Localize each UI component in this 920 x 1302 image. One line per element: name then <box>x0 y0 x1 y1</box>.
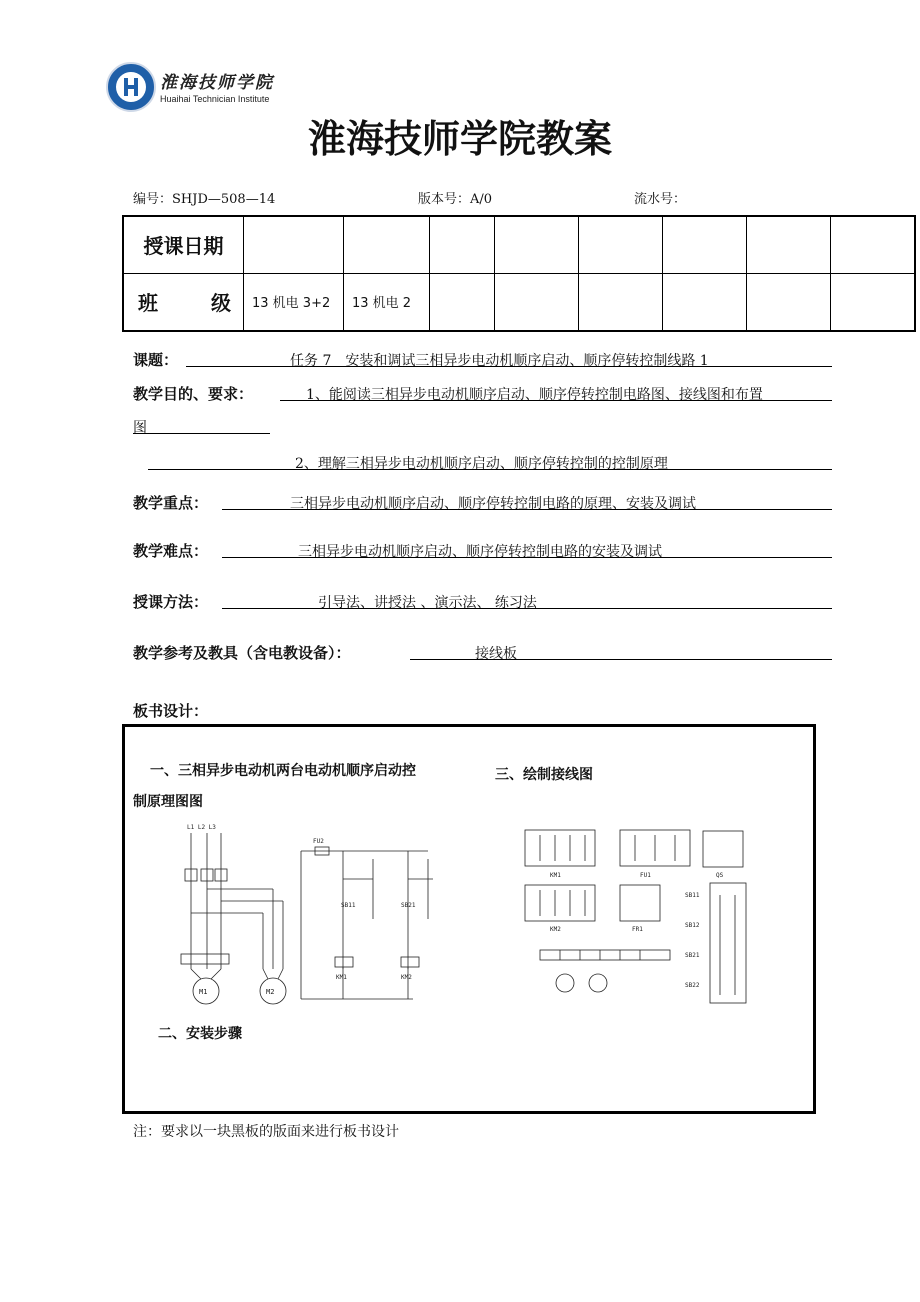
board-sec1-line1: 一、三相异步电动机两台电动机顺序启动控 <box>150 763 416 779</box>
svg-text:L1 L2 L3: L1 L2 L3 <box>187 824 216 831</box>
goal-2: 2、理解三相异步电动机顺序启动、顺序停转控制的控制原理 <box>295 456 668 472</box>
svg-text:SB11: SB11 <box>341 902 356 909</box>
svg-text:SB21: SB21 <box>401 902 416 909</box>
topic-label: 课题： <box>133 351 179 369</box>
svg-text:SB11: SB11 <box>685 892 700 899</box>
svg-text:SB12: SB12 <box>685 922 700 929</box>
school-logo-icon <box>106 62 156 112</box>
ref-label: 教学参考及教具（含电教设备）： <box>133 644 351 662</box>
svg-text:SB21: SB21 <box>685 952 700 959</box>
svg-text:KM2: KM2 <box>401 974 412 981</box>
svg-text:FU1: FU1 <box>640 872 651 879</box>
school-name-cn: 淮海技师学院 <box>160 73 274 93</box>
class-cell-2: 13 机电 2 <box>344 273 430 331</box>
key-label: 教学重点： <box>133 494 209 512</box>
schedule-table <box>122 215 916 332</box>
wiring-diagram <box>520 825 750 1010</box>
board-sec3: 三、绘制接线图 <box>495 767 593 783</box>
topic-value: 任务 7 安装和调试三相异步电动机顺序启动、顺序停转控制线路 1 <box>290 353 709 369</box>
method-label: 授课方法： <box>133 593 209 611</box>
board-design-box <box>122 724 816 1114</box>
doc-version: 版本号：A/0 <box>418 192 493 207</box>
method-value: 引导法、讲授法 、演示法、 练习法 <box>318 595 537 611</box>
class-cell-1: 13 机电 3+2 <box>244 273 344 331</box>
goal-1-cont: 图 <box>133 420 147 436</box>
difficult-value: 三相异步电动机顺序启动、顺序停转控制电路的安装及调试 <box>298 544 662 560</box>
goal-1: 1、能阅读三相异步电动机顺序启动、顺序停转控制电路图、接线图和布置 <box>306 387 763 403</box>
svg-text:QS: QS <box>716 872 724 879</box>
goal-label: 教学目的、要求： <box>133 385 254 403</box>
svg-text:KM1: KM1 <box>336 974 347 981</box>
board-sec1-line2: 制原理图图 <box>133 794 203 810</box>
board-label: 板书设计： <box>133 702 209 720</box>
svg-text:SB22: SB22 <box>685 982 700 989</box>
footer-note: 注：要求以一块黑板的版面来进行板书设计 <box>133 1124 399 1140</box>
svg-text:KM2: KM2 <box>550 926 561 933</box>
doc-code: 编号：SHJD—508—14 <box>133 192 276 207</box>
class-label: 班 级 <box>123 273 244 331</box>
doc-serial: 流水号： <box>634 192 687 207</box>
board-sec2: 二、安装步骤 <box>158 1026 242 1042</box>
ref-value: 接线板 <box>475 646 517 662</box>
svg-text:KM1: KM1 <box>550 872 561 879</box>
schematic-diagram <box>163 819 433 1009</box>
svg-text:M1: M1 <box>199 988 208 996</box>
page-title: 淮海技师学院教案 <box>307 117 612 161</box>
date-label: 授课日期 <box>123 216 244 273</box>
school-name-en: Huaihai Technician Institute <box>160 94 270 104</box>
key-value: 三相异步电动机顺序启动、顺序停转控制电路的原理、安装及调试 <box>290 496 696 512</box>
svg-text:M2: M2 <box>266 988 275 996</box>
svg-text:FR1: FR1 <box>632 926 643 933</box>
difficult-label: 教学难点： <box>133 542 209 560</box>
svg-text:FU2: FU2 <box>313 838 324 845</box>
